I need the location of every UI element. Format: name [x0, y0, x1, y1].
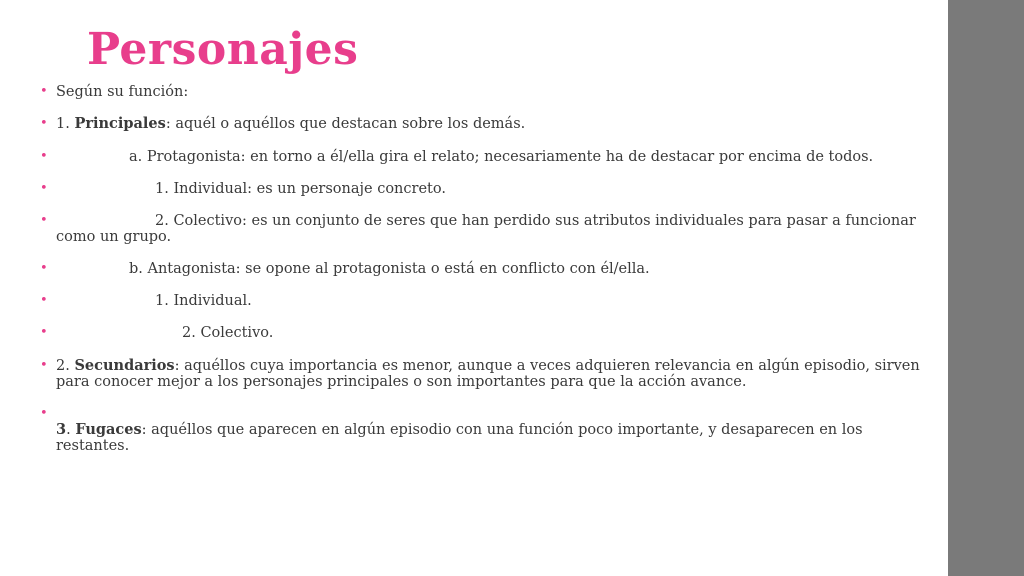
list-item	[40, 293, 920, 309]
bullet-text-bold: Secundarios	[74, 357, 175, 374]
bullet-dot: •	[40, 406, 48, 421]
side-bar	[948, 0, 1024, 576]
list-item	[40, 406, 920, 454]
bullet-text-prefix: 1.	[56, 116, 75, 132]
list-item	[40, 325, 920, 341]
bullet-text-prefix: 1. Individual.	[155, 293, 252, 309]
bullet-dot: •	[40, 213, 48, 228]
bullet-text-prefix: 2.	[56, 358, 75, 374]
list-item	[40, 149, 920, 165]
bullet-dot: •	[40, 261, 48, 276]
list-item	[40, 84, 920, 100]
bullet-dot: •	[40, 84, 48, 99]
list-item	[40, 261, 920, 277]
bullet-text	[182, 325, 920, 341]
bullet-text-suffix: : aquéllos cuya importancia es menor, aunque a veces adquieren relevancia en algún episodio, sirven para conocer mejor a los personajes principales o son importantes para que la acción avance.	[56, 358, 920, 390]
bullet-text	[56, 213, 920, 245]
bullet-text-prefix: 1. Individual: es un personaje concreto.	[155, 181, 446, 197]
bullet-dot: •	[40, 358, 48, 373]
bullet-text-prefix: b. Antagonista: se opone al protagonista o está en conflicto con él/ella.	[129, 261, 650, 277]
bullet-text-suffix: : aquél o aquéllos que destacan sobre los demás.	[165, 116, 526, 132]
bullet-text	[56, 406, 920, 454]
list-item	[40, 181, 920, 197]
bullet-dot: •	[40, 116, 48, 131]
bullet-text-number: 3	[56, 421, 67, 438]
bullet-dot: •	[40, 293, 48, 308]
bullet-text-suffix: : aquéllos que aparecen en algún episodio con una función poco importante, y desaparecen en los restantes.	[56, 422, 863, 454]
bullet-text	[129, 149, 920, 165]
bullet-text	[56, 358, 920, 390]
bullet-text-bold: Principales	[74, 115, 166, 132]
bullet-text	[56, 116, 920, 132]
bullet-text	[155, 181, 920, 197]
bullet-dot: •	[40, 325, 48, 340]
bullet-dot: •	[40, 149, 48, 164]
bullet-text-prefix: 2. Colectivo.	[182, 325, 274, 341]
slide-title: Personajes	[87, 24, 359, 75]
bullet-text	[155, 293, 920, 309]
bullet-text-prefix: 2. Colectivo: es un conjunto de seres que han perdido sus atributos individuales para pasar a funcionar como un grupo.	[56, 213, 916, 245]
bullet-text-separator: .	[66, 422, 76, 438]
bullet-text-prefix: a. Protagonista: en torno a él/ella gira el relato; necesariamente ha de destacar por encima de todos.	[129, 149, 874, 165]
bullet-text	[129, 261, 920, 277]
bullet-dot: •	[40, 181, 48, 196]
list-item	[40, 358, 920, 390]
list-item	[40, 116, 920, 132]
bullet-text-prefix: Según su función:	[56, 84, 189, 100]
bullet-text	[56, 84, 920, 100]
bullet-text-bold: Fugaces	[75, 421, 142, 438]
list-item	[40, 213, 920, 245]
